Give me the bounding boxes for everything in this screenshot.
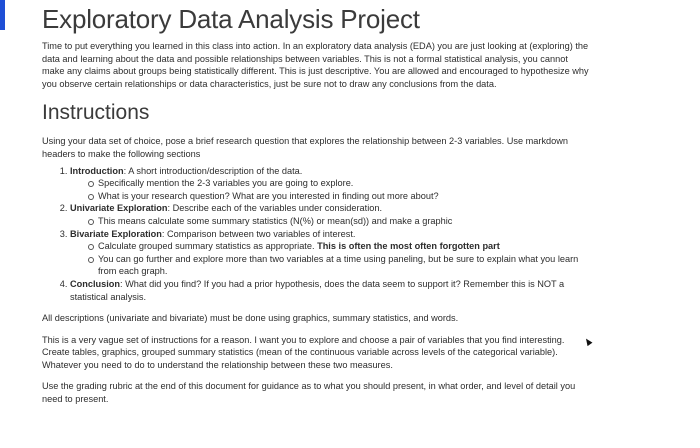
- instructions-intro: Using your data set of choice, pose a brief research question that explores the relationship between 2-3 variables. Use markdown headers to make the following sections: [42, 136, 569, 159]
- step-introduction: [70, 165, 590, 203]
- step-text: : A short introduction/description of the data.: [123, 165, 303, 176]
- page-title: Exploratory Data Analysis Project: [42, 4, 420, 34]
- step-univariate: [70, 202, 590, 227]
- sub-list: [70, 240, 590, 278]
- sub-item: This means calculate some summary statistics (N(%) or mean(sd)) and make a graphic: [98, 215, 590, 228]
- step-text: : Describe each of the variables under consideration.: [167, 203, 383, 214]
- step-text: : Comparison between two variables of interest.: [161, 228, 356, 239]
- instructions-heading: Instructions: [42, 101, 150, 125]
- step-label: Introduction: [70, 165, 124, 176]
- document-page: [42, 4, 642, 406]
- sub-list: [70, 177, 590, 202]
- intro-paragraph: Time to put everything you learned in this class into action. In an exploratory data analysis (EDA) you are just looking at (exploring) the data and learning about the data and possible relationships between variables. This is not a formal statistical analysis, you cannot make any claims about groups being statistically different. This is just descriptive. You are allowed and encouraged to hypothesize why you observe certain relationships or data characteristics, just be sure not to draw any conclusions from the data.: [42, 41, 589, 89]
- sub-item: What is your research question? What are you interested in finding out more about?: [98, 190, 590, 203]
- step-bivariate: [70, 228, 590, 278]
- sub-item-emphasis: This is often the most often forgotten part: [317, 241, 500, 252]
- step-conclusion: [70, 278, 590, 303]
- sub-item: You can go further and explore more than two variables at a time using paneling, but be sure to explain what you learn from each graph.: [98, 253, 590, 278]
- sub-list: [70, 215, 590, 228]
- rubric-paragraph: Use the grading rubric at the end of this document for guidance as to what you should present, in what order, and level of detail you need to present.: [42, 381, 576, 405]
- steps-list: [42, 165, 590, 304]
- step-label: Bivariate Exploration: [70, 228, 162, 239]
- descriptions-paragraph: All descriptions (univariate and bivariate) must be done using graphics, summary statistics, and words.: [42, 313, 459, 324]
- sub-item-text: Calculate grouped summary statistics as appropriate.: [98, 241, 318, 252]
- sub-item: Specifically mention the 2-3 variables you are going to explore.: [98, 177, 590, 190]
- left-accent-bar: [0, 0, 5, 30]
- step-label: Conclusion: [70, 278, 121, 289]
- sub-item: [98, 240, 590, 253]
- step-label: Univariate Exploration: [70, 203, 168, 214]
- vague-instructions-paragraph: This is a very vague set of instructions for a reason. I want you to explore and choose a pair of variables that you find interesting. Create tables, graphics, grouped summary statistics (mean of the continuous variable across levels of the categorical variable). Whatever you need to do to understand the relationship between these two measures.: [42, 334, 565, 370]
- step-text: : What did you find? If you had a prior hypothesis, does the data seem to support it? Remember this is NOT a statistical analysis.: [70, 278, 565, 302]
